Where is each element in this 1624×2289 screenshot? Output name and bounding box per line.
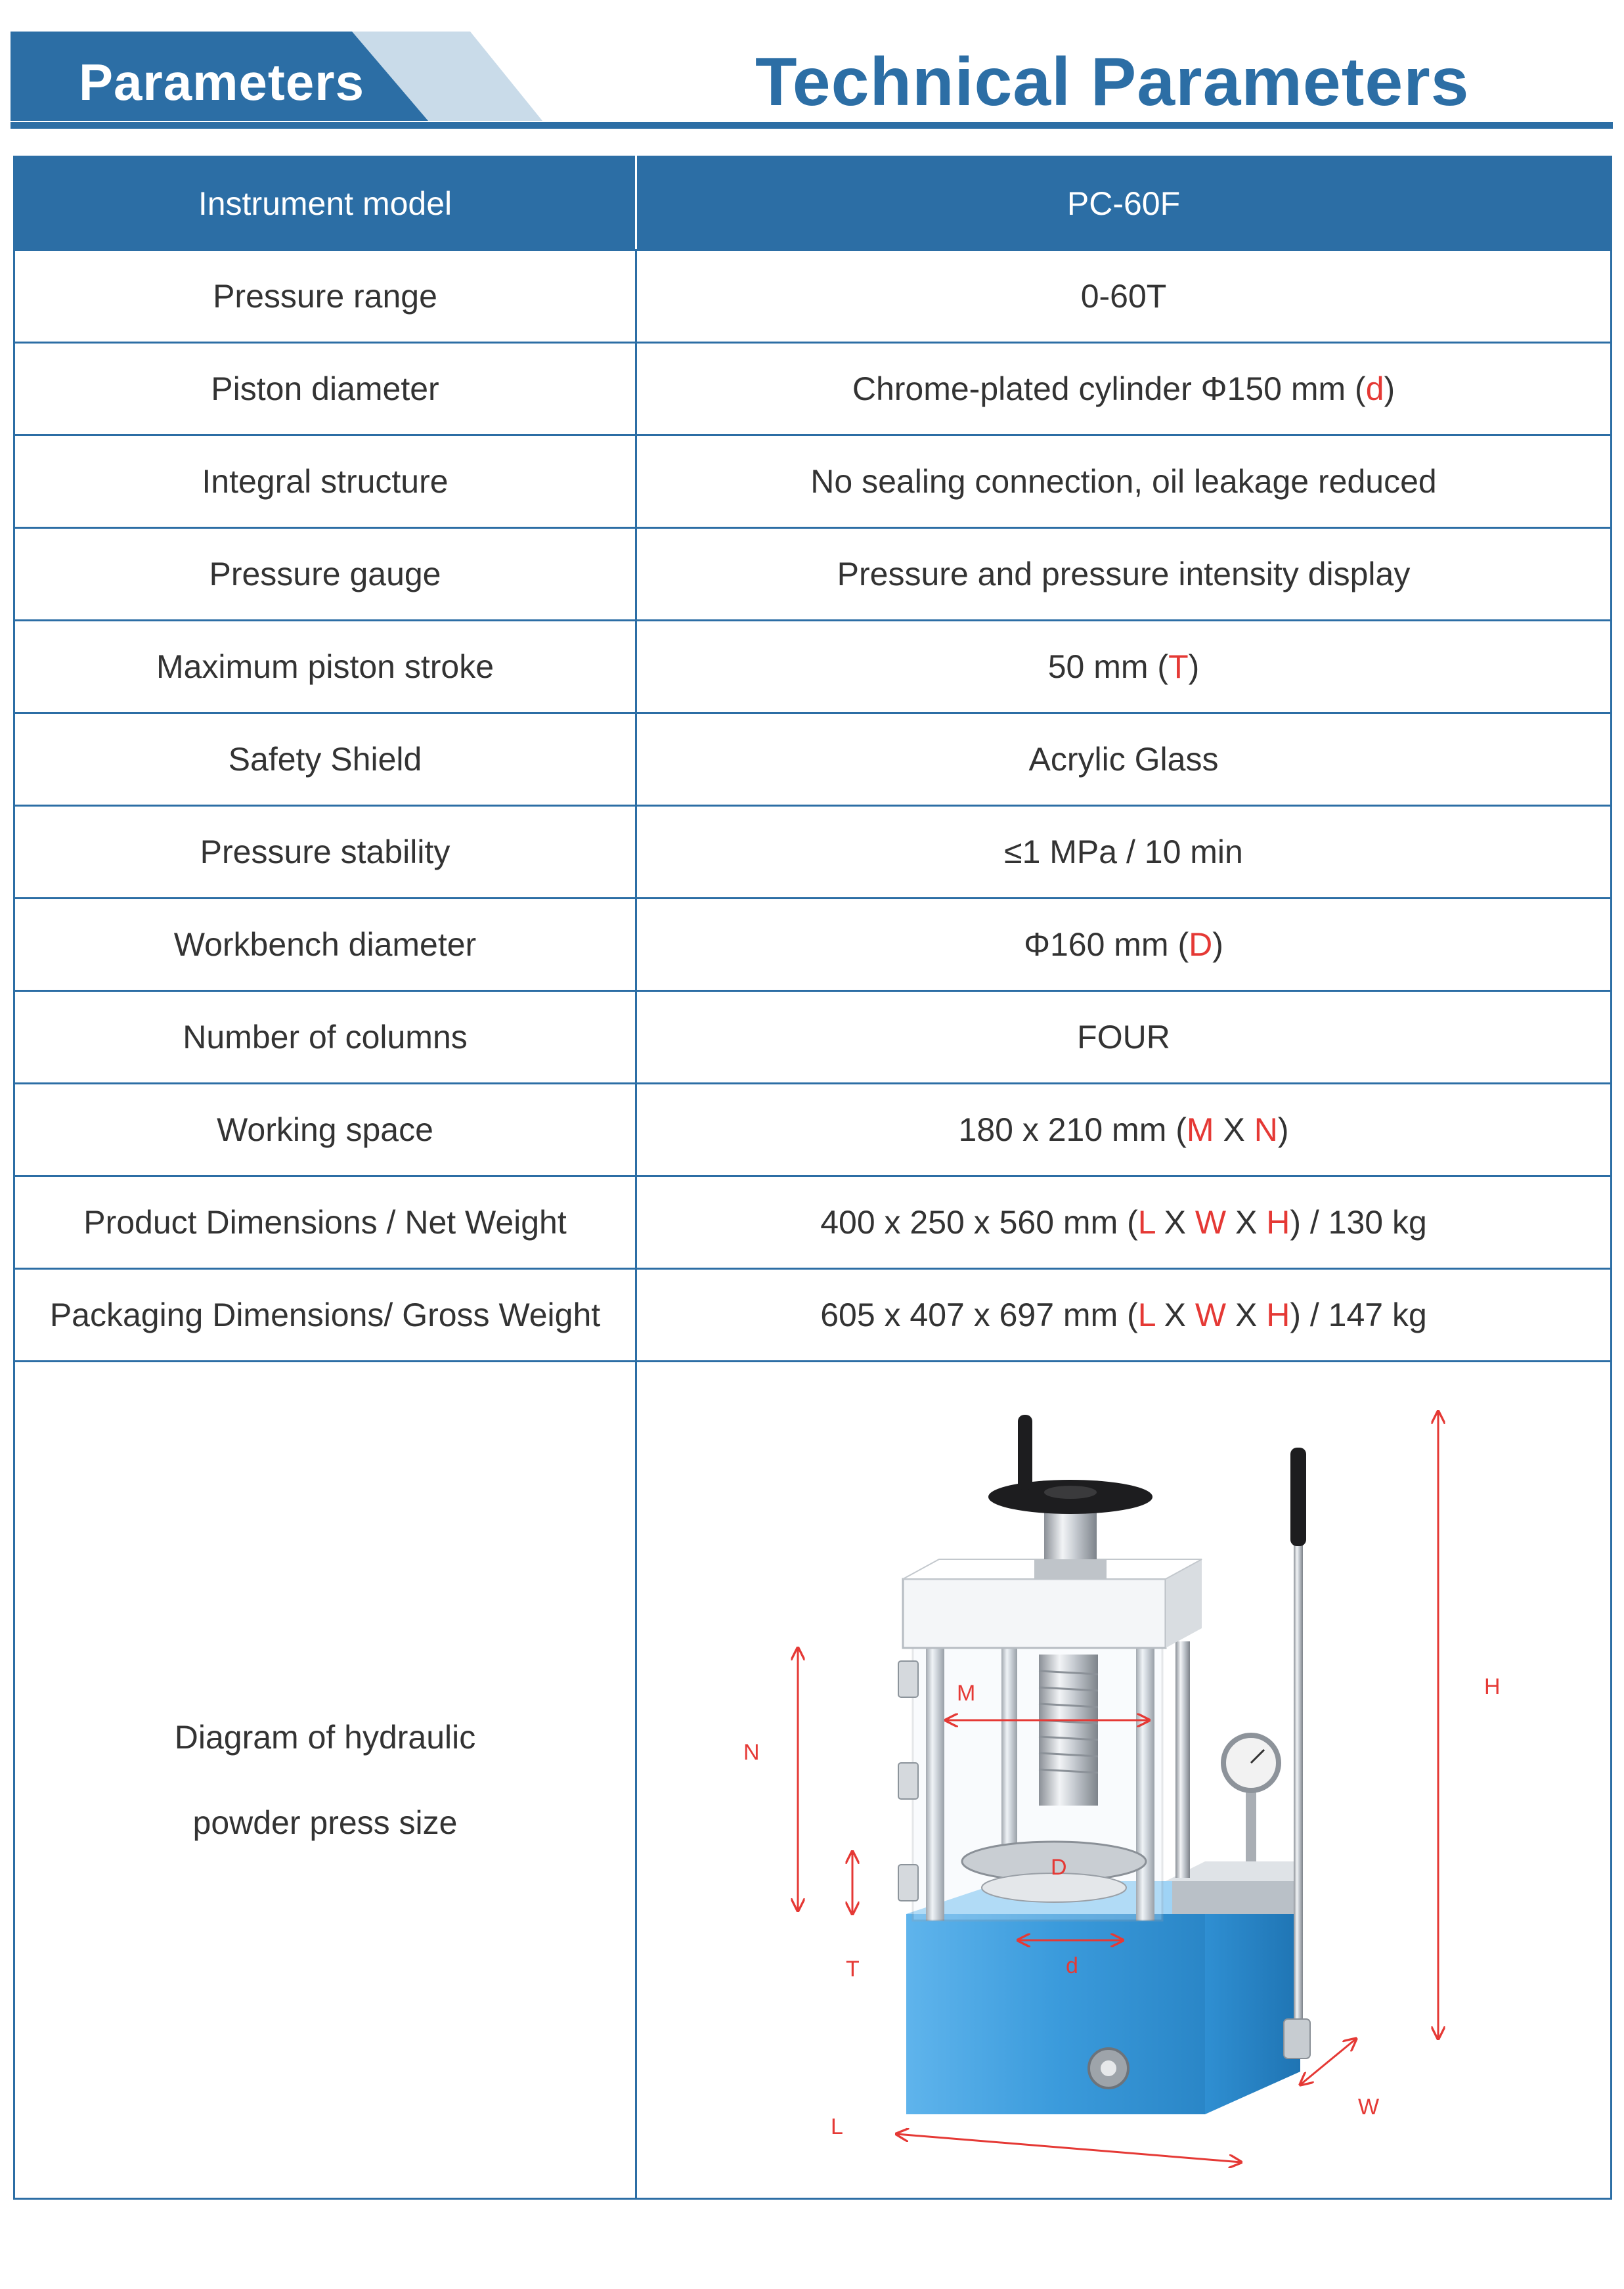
spec-label: Integral structure [14, 435, 636, 528]
dimension-code: N [1254, 1111, 1278, 1148]
dimension-code: W [1195, 1297, 1227, 1333]
hydraulic-press-diagram [637, 1362, 1612, 2198]
spec-value [636, 1176, 1612, 1269]
table-header-row [14, 157, 1612, 250]
spec-label: Working space [14, 1084, 636, 1176]
upper-ram [1039, 1655, 1098, 1806]
spec-label: Product Dimensions / Net Weight [14, 1176, 636, 1269]
spec-value-text: FOUR [1077, 1019, 1170, 1056]
handwheel-hub [1044, 1486, 1097, 1499]
spec-value [636, 991, 1612, 1084]
spec-value [636, 343, 1612, 435]
spec-value-text: No sealing connection, oil leakage reduced [810, 463, 1437, 500]
top-plate-front [903, 1579, 1166, 1648]
spec-value-text: Pressure and pressure intensity display [837, 556, 1411, 592]
spec-value [636, 435, 1612, 528]
hinge-icon [898, 1763, 918, 1799]
table-row [14, 713, 1612, 806]
spec-value [636, 899, 1612, 991]
dimension-label-D: D [1051, 1855, 1067, 1880]
hinge-icon [898, 1865, 918, 1901]
pump-pivot [1284, 2019, 1310, 2058]
dimension-label-H: H [1484, 1674, 1501, 1699]
spec-value [636, 621, 1612, 713]
spec-value [636, 1084, 1612, 1176]
spec-label: Packaging Dimensions/ Gross Weight [14, 1269, 636, 1362]
table-row [14, 250, 1612, 343]
diagram-label-line: Diagram of hydraulic [174, 1719, 476, 1756]
dimension-separator: X [1226, 1204, 1267, 1241]
dimension-label-L: L [831, 2114, 843, 2139]
table-row [14, 1084, 1612, 1176]
release-valve-center [1101, 2060, 1116, 2076]
spec-value-suffix: ) / 147 kg [1290, 1297, 1427, 1333]
dimension-label-d: d [1066, 1953, 1078, 1978]
table-row [14, 991, 1612, 1084]
oil-tank [1172, 1881, 1300, 1914]
spec-value-text: 180 x 210 mm ( [958, 1111, 1187, 1148]
spec-value [636, 713, 1612, 806]
dimension-code: L [1137, 1297, 1155, 1333]
table-row [14, 343, 1612, 435]
diagram-cell [636, 1362, 1612, 2199]
spec-label: Pressure gauge [14, 528, 636, 621]
spec-value-text: ≤1 MPa / 10 min [1004, 833, 1243, 870]
spec-value-suffix: ) [1212, 926, 1223, 963]
spec-value-suffix: ) [1188, 648, 1200, 685]
table-row [14, 806, 1612, 899]
spec-value-text: Φ160 mm ( [1024, 926, 1189, 963]
spec-value-suffix: ) [1277, 1111, 1289, 1148]
dimension-label-T: T [846, 1957, 860, 1982]
dimension-separator: X [1154, 1204, 1195, 1241]
arrow-L [896, 2134, 1241, 2162]
dimension-code: M [1186, 1111, 1214, 1148]
pump-lever-grip [1290, 1448, 1306, 1546]
spec-value-text: 605 x 407 x 697 mm ( [820, 1297, 1138, 1333]
spec-value-text: Acrylic Glass [1028, 741, 1219, 778]
hinge-icon [898, 1661, 918, 1697]
dimension-code: T [1168, 648, 1189, 685]
diagram-row [14, 1362, 1612, 2199]
technical-parameters-table [13, 156, 1612, 2200]
spec-label: Number of columns [14, 991, 636, 1084]
spec-label: Piston diameter [14, 343, 636, 435]
table-row [14, 899, 1612, 991]
spec-label: Pressure range [14, 250, 636, 343]
page-header [0, 0, 1624, 138]
dimension-code: D [1189, 926, 1213, 963]
machine-base-side [1205, 1881, 1300, 2114]
header-label-cell: Instrument model [14, 157, 636, 250]
table-row [14, 621, 1612, 713]
spec-value-text: 50 mm ( [1047, 648, 1169, 685]
spec-value [636, 1269, 1612, 1362]
dimension-code: d [1365, 370, 1384, 407]
spec-value-text: 400 x 250 x 560 mm ( [820, 1204, 1138, 1241]
screw-nut [1034, 1559, 1107, 1579]
header-rule [11, 122, 1613, 129]
dimension-code: H [1266, 1204, 1290, 1241]
pump-lever [1294, 1520, 1303, 2032]
machine-base-front [906, 1914, 1205, 2114]
diagram-label-line: powder press size [192, 1804, 458, 1841]
spec-label: Workbench diameter [14, 899, 636, 991]
spec-value-text: Chrome-plated cylinder Φ150 mm ( [852, 370, 1366, 407]
dimension-label-N: N [743, 1740, 760, 1765]
table-row [14, 435, 1612, 528]
dimension-separator: X [1214, 1111, 1254, 1148]
dimension-label-M: M [957, 1681, 976, 1706]
dimension-code: H [1266, 1297, 1290, 1333]
dimension-code: W [1195, 1204, 1227, 1241]
dimension-separator: X [1226, 1297, 1267, 1333]
spec-value [636, 250, 1612, 343]
dimension-label-W: W [1358, 2095, 1380, 2120]
table-row [14, 528, 1612, 621]
spec-label: Maximum piston stroke [14, 621, 636, 713]
table-row [14, 1269, 1612, 1362]
spec-value-suffix: ) [1384, 370, 1395, 407]
handwheel-handle [1018, 1415, 1032, 1490]
spec-label: Pressure stability [14, 806, 636, 899]
spec-label: Safety Shield [14, 713, 636, 806]
header-value-cell: PC-60F [636, 157, 1612, 250]
dimension-code: L [1137, 1204, 1155, 1241]
diagram-label [14, 1362, 636, 2199]
column-back-right [1175, 1641, 1190, 1878]
spec-value [636, 528, 1612, 621]
spec-value-text: 0-60T [1080, 278, 1167, 315]
table-row [14, 1176, 1612, 1269]
spec-value [636, 806, 1612, 899]
dimension-separator: X [1154, 1297, 1195, 1333]
spec-value-suffix: ) / 130 kg [1290, 1204, 1427, 1241]
page-title: Technical Parameters [755, 44, 1470, 120]
header-tab-label: Parameters [79, 53, 364, 111]
